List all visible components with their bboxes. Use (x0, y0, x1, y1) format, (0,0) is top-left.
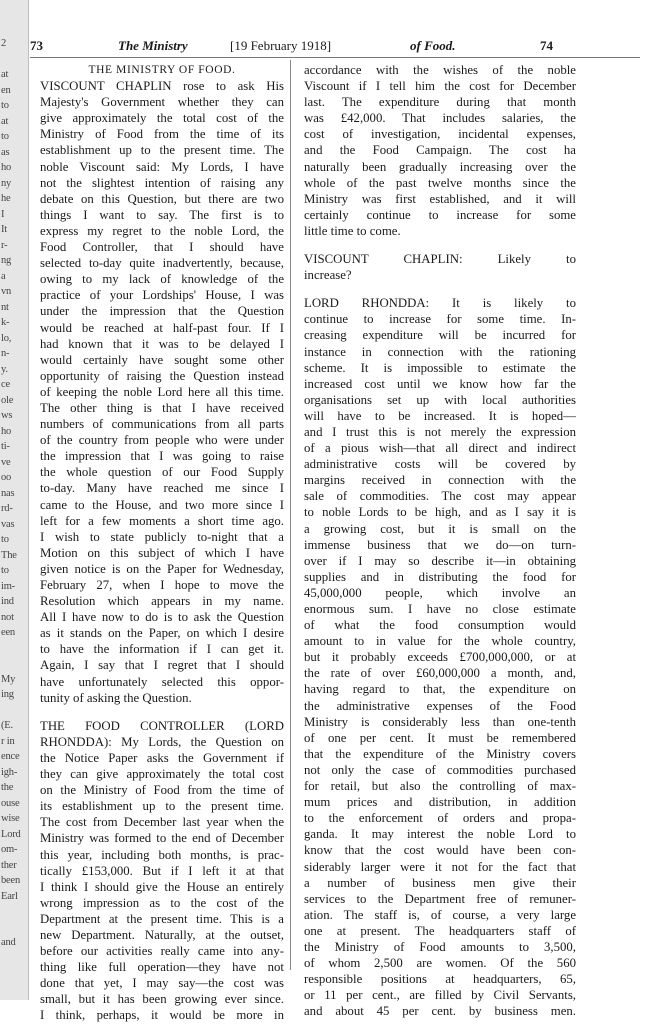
text-line: to-day. Many have reached me since I (40, 481, 284, 496)
text-line: Motion on this subject of which I have (40, 545, 284, 560)
text-line: ation. The staff is, of course, a very large (304, 907, 576, 922)
text-line: having regard to that, the expenditure on (304, 682, 576, 697)
text-line: of what the food consumption would (304, 618, 576, 633)
text-line: over if I may so describe it—in obtaining (304, 553, 576, 568)
adjacent-page-margin (0, 0, 29, 1000)
text-line: but it probably exceeds £700,000,000, or at (304, 650, 576, 665)
gutter-fragment: to (1, 534, 9, 545)
text-line: left for a few moments a short time ago. (40, 513, 284, 528)
running-subtitle: of Food. (410, 38, 456, 53)
column-divider (290, 60, 291, 970)
text-line: not the slightest intention of raising any (40, 175, 284, 190)
text-line: one at present. The headquarters staff of (304, 923, 576, 938)
gutter-fragment: oo (1, 472, 12, 483)
paragraph-gap (40, 706, 284, 718)
text-line: VISCOUNT CHAPLIN rose to ask His (40, 79, 284, 94)
text-line: a growing cost, but it is small on the (304, 521, 576, 536)
text-line: new Department. Naturally, at the outset, (40, 927, 284, 942)
text-line: and about 45 per cent. by business men. (304, 1004, 576, 1019)
gutter-fragment: ence (1, 751, 20, 762)
text-line: and the Food Campaign. The cost ha (304, 143, 576, 158)
text-line: Ministry was first established, and it will (304, 191, 576, 206)
text-line: accordance with the wishes of the noble (304, 63, 576, 77)
gutter-fragment: r in (1, 735, 15, 747)
text-line: the impression that I was going to raise (40, 449, 284, 464)
text-line: tunity of asking the Question. (40, 690, 192, 705)
text-line: a number of business men give their (304, 875, 576, 890)
gutter-fragment: om- (1, 844, 18, 855)
gutter-fragment: nas (1, 487, 15, 499)
text-line: of a pious wish—that all direct and indirect (304, 441, 576, 456)
text-line: that the expenditure of the Ministry covers (304, 746, 576, 761)
text-line: certainly continue to increase for some (304, 207, 576, 222)
gutter-fragment: een (1, 627, 15, 638)
text-line: establishment up to the present time. The (40, 143, 284, 158)
text-line: sale of commodities. The cost may appear (304, 489, 576, 504)
text-line: amount to in value for the whole country, (304, 634, 576, 649)
gutter-fragment: rd- (1, 503, 13, 514)
gutter-fragment: wise (1, 813, 20, 824)
text-line: Ministry of Food from the time of its (40, 127, 284, 142)
gutter-fragment: vas (1, 518, 15, 530)
text-line: the administrative expenses of the Food (304, 698, 576, 713)
text-line: done that yet, I may say—the cost was (40, 976, 284, 991)
text-line: thing like full operation—they have not (40, 960, 284, 975)
text-line: February 27, when I hope to move the (40, 578, 284, 592)
left-column (40, 62, 284, 1024)
text-line: small, but it has been growing ever since. (40, 992, 284, 1007)
gutter-fragment: My (1, 673, 16, 685)
gutter-fragment: ouse (1, 797, 20, 809)
gutter-fragment: ti- (1, 441, 10, 452)
gutter-fragment: y. (1, 363, 8, 375)
gutter-fragment: a (1, 270, 6, 282)
text-line: owing to my lack of knowledge of the (40, 272, 284, 287)
text-line: the whole question of our Food Supply (40, 465, 284, 480)
text-line: THE FOOD CONTROLLER (LORD (40, 718, 284, 733)
gutter-fragment: ce (1, 379, 10, 390)
text-line: know that the cost would have been con- (304, 843, 576, 858)
text-line: they can give approximately the total cost (40, 767, 284, 782)
text-line: naturally been gradually increasing over the (304, 159, 576, 174)
text-line: Ministry is considerably less than one-tenth (304, 714, 576, 729)
text-line: as it stands on the Paper, on which I desire (40, 626, 284, 641)
text-line: of keeping the noble Lord here all this time. (40, 384, 284, 399)
gutter-fragment: k- (1, 317, 10, 328)
text-line: margins received in connection with the (304, 473, 576, 488)
gutter-fragment: r- (1, 239, 8, 251)
text-line: little time to come. (304, 223, 401, 238)
text-line: increased cost until we know how far the (304, 376, 576, 391)
gutter-fragment: nt (1, 301, 9, 313)
text-line: to the enforcement of orders and propa- (304, 811, 576, 826)
text-line: RHONDDA): My Lords, the Question on (40, 734, 284, 749)
text-line: the Ministry of Food amounts to 3,500, (304, 939, 576, 954)
text-line: practice of your Lordships' House, I was (40, 288, 284, 303)
gutter-fragment: ther (1, 859, 17, 871)
text-line: I wish to state publicly to-night that a (40, 529, 284, 544)
gutter-fragment: It (1, 224, 8, 235)
text-line: numbers of communications from all parts (40, 417, 284, 432)
gutter-fragment: he (1, 193, 11, 204)
text-line: Viscount if I tell him the cost for December (304, 79, 576, 94)
gutter-fragment: ole (1, 394, 14, 406)
text-line: The cost from December last year when the (40, 815, 284, 830)
text-line: VISCOUNT CHAPLIN: Likely to (304, 252, 576, 267)
gutter-fragment: at (1, 69, 9, 80)
running-title: The Ministry (118, 38, 188, 53)
text-line: of the country from people who were under (40, 433, 284, 448)
text-line: not only the case of commodities purchased (304, 762, 576, 777)
page-header (30, 38, 650, 56)
text-line: mum prices and distribution, in addition (304, 795, 576, 810)
text-line: Resolution which appears in my name. (40, 594, 284, 609)
gutter-fragment: ve (1, 456, 11, 468)
text-line: wrong impression as to the cost of the (40, 895, 284, 910)
header-rule (30, 57, 640, 58)
text-line: and I trust this is not merely the expression (304, 424, 576, 439)
text-line: Majesty's Government whether they can (40, 95, 284, 110)
gutter-fragment: been (1, 875, 21, 886)
page-number-right: 74 (540, 38, 553, 53)
text-line: responsible positions at headquarters, 65, (304, 972, 576, 987)
text-line: the Notice Paper asks the Government if (40, 750, 284, 765)
gutter-fragment: Lord (1, 828, 21, 840)
text-line: will have to be increased. It is hoped— (304, 408, 576, 423)
gutter-fragment: not (1, 611, 14, 623)
gutter-fragment: ind (1, 596, 14, 607)
text-line: 45,000,000 people, which involve an (304, 585, 576, 600)
gutter-fragment: igh- (1, 766, 18, 778)
gutter-fragment: ny (1, 177, 12, 189)
text-line: under the impression that the Question (40, 304, 284, 319)
text-line: to noble Lords to be high, and as I say it is (304, 505, 576, 520)
gutter-fragment: to (1, 100, 9, 111)
gutter-fragment: (E. (1, 720, 13, 731)
gutter-fragment: to (1, 131, 9, 142)
text-line: siderably larger were it not for the fact that (304, 859, 576, 874)
text-line: came to the House, and two more since I (40, 497, 284, 512)
text-line: ganda. It may interest the noble Lord to (304, 827, 576, 842)
text-line: opportunity of raising the Question instead (40, 368, 284, 383)
text-line: this year, including both months, is prac- (40, 847, 284, 862)
right-column (304, 62, 576, 1019)
text-line: would be reached at half-past four. If I (40, 320, 284, 335)
gutter-fragment: vn (1, 286, 12, 297)
section-heading: THE MINISTRY OF FOOD. (88, 64, 236, 76)
text-line: before our activities really came into any- (40, 944, 284, 959)
gutter-fragment: lo, (1, 332, 12, 344)
text-line: Again, I say that I regret that I should (40, 658, 284, 673)
paragraph-gap (304, 239, 576, 251)
text-line: for retail, but also the controlling of max- (304, 779, 576, 794)
text-line: Food Controller, that I should have (40, 240, 284, 255)
gutter-fragment: the (1, 782, 14, 793)
text-line: given notice is on the Paper for Wednesday, (40, 561, 284, 576)
gutter-fragment: ho (1, 162, 12, 173)
text-line: instance in connection with the rationing (304, 344, 576, 359)
text-line: would certainly have sought some other (40, 352, 284, 367)
text-line: noble Viscount said: My Lords, I have (40, 159, 284, 174)
gutter-fragment: ho (1, 425, 12, 437)
text-line: creasing expenditure will be incurred for (304, 328, 576, 343)
text-line: increase? (304, 268, 352, 283)
gutter-fragment: at (1, 115, 9, 127)
text-line: its establishment up to the present time. (40, 799, 284, 814)
text-line: administrative costs will be covered by (304, 457, 576, 472)
gutter-fragment: to (1, 565, 9, 576)
text-line: of whom 2,500 are women. Of the 560 (304, 956, 576, 971)
text-line: debate on this Question, but there are two (40, 191, 284, 206)
text-line: whole of the past twelve months since the (304, 175, 576, 190)
text-line: have unfortunately selected this oppor- (40, 674, 284, 689)
text-line: express my regret to the noble Lord, the (40, 223, 284, 238)
text-line: the rate of over £60,000,000 a month, and, (304, 666, 576, 681)
text-line: services to the Department free of remuner- (304, 891, 576, 906)
gutter-fragment: The (1, 549, 17, 561)
text-line: give approximately the total cost of the (40, 111, 284, 126)
text-line: organisations set up with local authorities (304, 392, 576, 407)
text-line: or 11 per cent., are filled by Civil Servants, (304, 988, 576, 1003)
gutter-fragment: ing (1, 689, 14, 700)
text-line: I think, perhaps, it would be more in (40, 1008, 284, 1023)
text-line: supplies and in distributing the food for (304, 569, 576, 584)
text-line: Department at the present time. This is a (40, 911, 284, 926)
gutter-fragment: ws (1, 410, 13, 421)
gutter-fragment: en (1, 84, 11, 96)
text-line: immense business that we do—on turn- (304, 537, 576, 552)
paragraph-gap (304, 283, 576, 295)
text-line: enormous sum. I have no close estimate (304, 602, 576, 616)
page-number-left: 73 (30, 38, 43, 53)
gutter-fragment: 2 (1, 38, 7, 49)
text-line: I think I should give the House an entirely (40, 879, 284, 894)
gutter-fragment: as (1, 146, 10, 158)
gutter-fragment: im- (1, 580, 15, 592)
text-line: was £42,000. That includes salaries, the (304, 111, 576, 126)
text-line: to have the information if I can get it. (40, 642, 284, 657)
gutter-fragment: and (1, 937, 16, 948)
text-line: of one per cent. It must be remembered (304, 730, 576, 745)
running-date: [19 February 1918] (230, 38, 332, 53)
text-line: selected to-day quite inadvertently, because, (40, 256, 284, 271)
gutter-fragment: n- (1, 348, 10, 359)
gutter-fragment: I (1, 208, 5, 220)
text-line: LORD RHONDDA: It is likely to (304, 296, 576, 311)
text-line: continue to increase for some time. In- (304, 312, 576, 327)
text-line: had known that it was to be delayed I (40, 336, 284, 351)
text-line: tically £153,000. But if I left it at that (40, 863, 284, 878)
text-line: scheme. It is impossible to estimate the (304, 360, 576, 375)
text-line: The other thing is that I have received (40, 400, 284, 415)
text-line: Ministry was formed to the end of December (40, 831, 284, 846)
text-line: All I have now to do is to ask the Question (40, 610, 284, 625)
text-line: last. The expenditure during that month (304, 95, 576, 110)
text-line: things I want to say. The first is to (40, 207, 284, 222)
gutter-fragment: Earl (1, 890, 18, 902)
text-line: on the Ministry of Food from the time of (40, 783, 284, 798)
text-line: cost of investigation, incidental expenses, (304, 127, 576, 142)
gutter-fragment: ng (1, 255, 12, 266)
